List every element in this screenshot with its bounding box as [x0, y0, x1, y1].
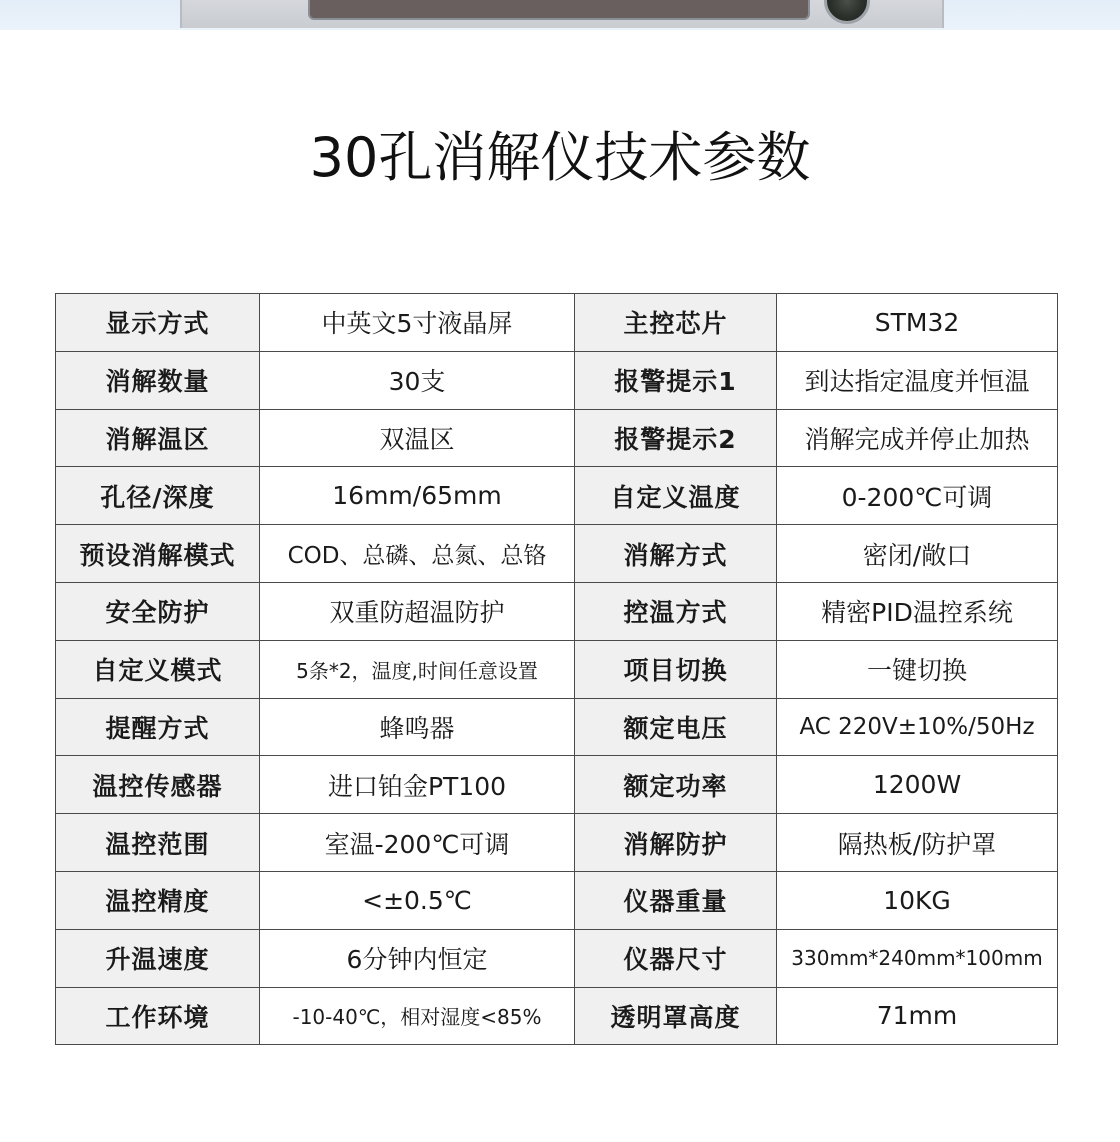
device-screen [308, 0, 810, 20]
table-row [56, 698, 1058, 756]
spec-label: 升温速度 [56, 929, 260, 987]
table-row [56, 525, 1058, 583]
spec-value: 室温-200℃可调 [260, 814, 575, 872]
spec-value: 双温区 [260, 409, 575, 467]
spec-value: 71mm [777, 987, 1058, 1045]
spec-value: 中英文5寸液晶屏 [260, 294, 575, 352]
table-row [56, 871, 1058, 929]
spec-label: 透明罩高度 [575, 987, 777, 1045]
table-row [56, 409, 1058, 467]
spec-label: 预设消解模式 [56, 525, 260, 583]
spec-value: <±0.5℃ [260, 871, 575, 929]
table-row [56, 814, 1058, 872]
spec-label: 控温方式 [575, 582, 777, 640]
product-photo-strip [0, 0, 1120, 30]
spec-label: 仪器重量 [575, 871, 777, 929]
spec-label: 项目切换 [575, 640, 777, 698]
spec-label: 报警提示2 [575, 409, 777, 467]
spec-label: 温控范围 [56, 814, 260, 872]
spec-value: 1200W [777, 756, 1058, 814]
table-row [56, 294, 1058, 352]
spec-value: 5条*2，温度,时间任意设置 [260, 640, 575, 698]
table-row [56, 929, 1058, 987]
spec-label: 额定电压 [575, 698, 777, 756]
table-row [56, 756, 1058, 814]
spec-label: 主控芯片 [575, 294, 777, 352]
spec-label: 温控精度 [56, 871, 260, 929]
spec-value: 蜂鸣器 [260, 698, 575, 756]
spec-label: 自定义模式 [56, 640, 260, 698]
spec-label: 显示方式 [56, 294, 260, 352]
table-row [56, 467, 1058, 525]
spec-label: 消解方式 [575, 525, 777, 583]
spec-label: 孔径/深度 [56, 467, 260, 525]
spec-table [55, 293, 1058, 1045]
spec-label: 报警提示1 [575, 351, 777, 409]
page-title: 30孔消解仪技术参数 [309, 126, 811, 189]
spec-label: 消解温区 [56, 409, 260, 467]
spec-label: 温控传感器 [56, 756, 260, 814]
spec-value: COD、总磷、总氮、总铬 [260, 525, 575, 583]
spec-value: 0-200℃可调 [777, 467, 1058, 525]
spec-value: 进口铂金PT100 [260, 756, 575, 814]
spec-value: 6分钟内恒定 [260, 929, 575, 987]
spec-value: 30支 [260, 351, 575, 409]
spec-label: 安全防护 [56, 582, 260, 640]
spec-value: 到达指定温度并恒温 [777, 351, 1058, 409]
spec-label: 工作环境 [56, 987, 260, 1045]
table-row [56, 582, 1058, 640]
spec-value: AC 220V±10%/50Hz [777, 698, 1058, 756]
spec-value: 隔热板/防护罩 [777, 814, 1058, 872]
spec-value: 双重防超温防护 [260, 582, 575, 640]
spec-label: 自定义温度 [575, 467, 777, 525]
spec-value: 密闭/敞口 [777, 525, 1058, 583]
spec-label: 消解数量 [56, 351, 260, 409]
table-row [56, 987, 1058, 1045]
spec-label: 仪器尺寸 [575, 929, 777, 987]
spec-value: -10-40℃，相对湿度<85% [260, 987, 575, 1045]
spec-label: 额定功率 [575, 756, 777, 814]
spec-label: 消解防护 [575, 814, 777, 872]
spec-value: 消解完成并停止加热 [777, 409, 1058, 467]
spec-value: 16mm/65mm [260, 467, 575, 525]
table-row [56, 351, 1058, 409]
spec-value: 10KG [777, 871, 1058, 929]
spec-label: 提醒方式 [56, 698, 260, 756]
spec-value: 一键切换 [777, 640, 1058, 698]
spec-value: 精密PID温控系统 [777, 582, 1058, 640]
spec-value: 330mm*240mm*100mm [777, 929, 1058, 987]
spec-value: STM32 [777, 294, 1058, 352]
table-row [56, 640, 1058, 698]
